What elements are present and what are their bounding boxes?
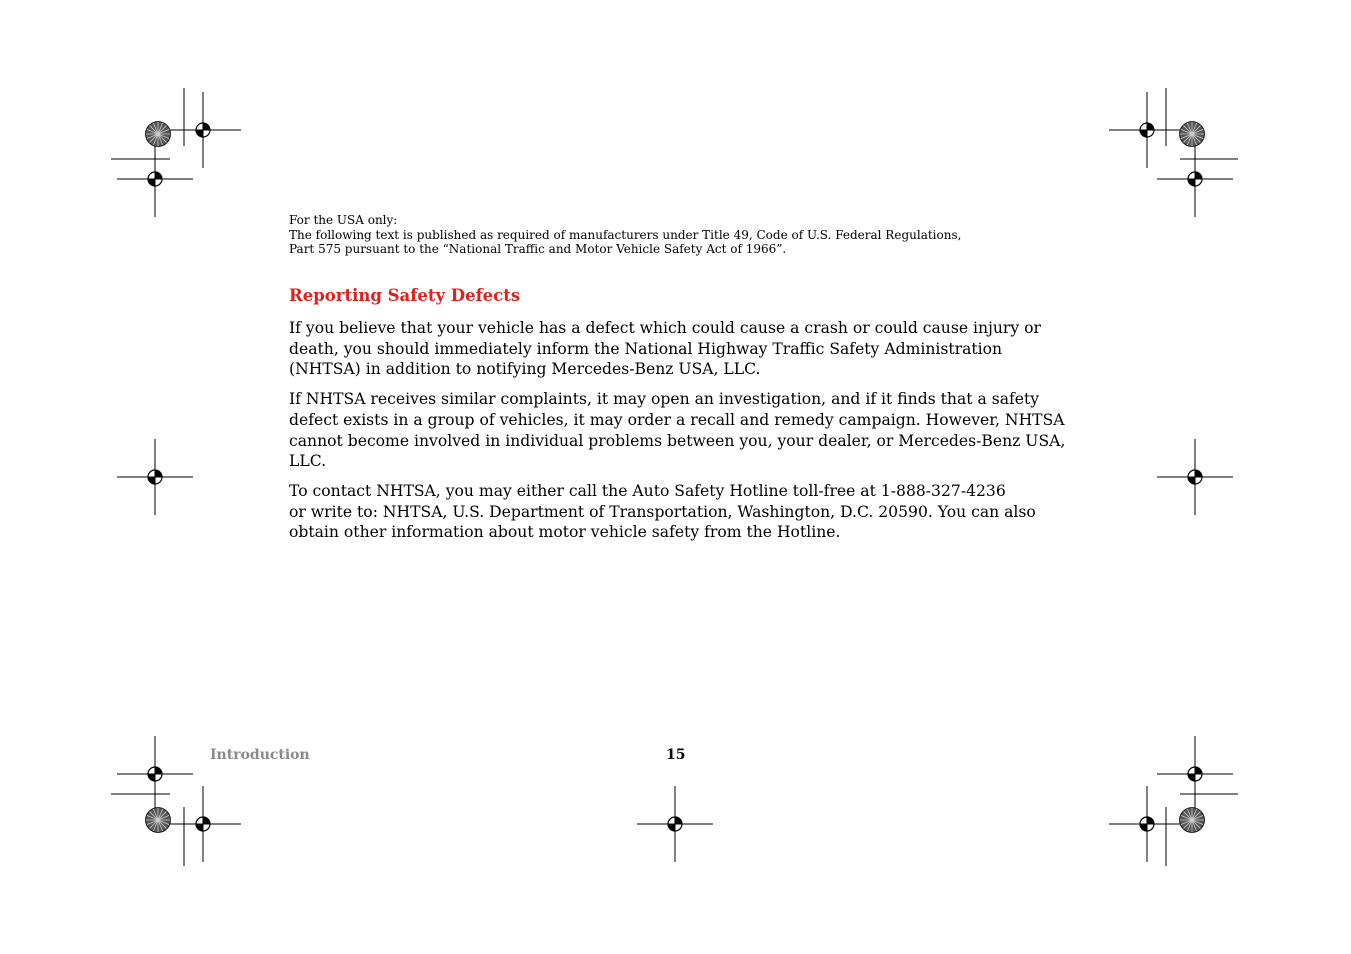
registration-mark-icon [637, 786, 713, 862]
registration-mark-icon [1157, 439, 1233, 515]
registration-mark-icon [1109, 786, 1185, 862]
paragraph-line: If NHTSA receives similar complaints, it may open an investigation, and if it finds that a safety [289, 390, 1040, 409]
section-heading: Reporting Safety Defects [289, 286, 521, 305]
notice-line: For the USA only: [289, 213, 398, 227]
section-body [289, 318, 1069, 552]
paragraph [289, 481, 1069, 543]
registration-mark-icon [117, 439, 193, 515]
page-number: 15 [666, 747, 686, 763]
usa-notice [289, 213, 989, 257]
notice-line: The following text is published as required of manufacturers under Title 49, Code of U.S. Federal Regulations, [289, 227, 962, 242]
star-target-icon [146, 122, 171, 147]
star-target-icon [1180, 808, 1205, 833]
paragraph [289, 389, 1069, 472]
registration-mark-icon [1157, 141, 1233, 217]
star-target-icon [1180, 122, 1205, 147]
registration-mark-icon [165, 92, 241, 168]
paragraph-line: death, you should immediately inform the National Highway Traffic Safety Administration [289, 339, 1003, 358]
paragraph-line: (NHTSA) in addition to notifying Mercedes-Benz USA, LLC. [289, 360, 761, 379]
paragraph-line: If you believe that your vehicle has a defect which could cause a crash or could cause injury or [289, 319, 1041, 337]
notice-line: Part 575 pursuant to the “National Traffic and Motor Vehicle Safety Act of 1966”. [289, 242, 787, 256]
registration-mark-icon [165, 786, 241, 862]
paragraph [289, 318, 1069, 380]
paragraph-line: To contact NHTSA, you may either call the Auto Safety Hotline toll-free at 1-888-327-4236 [289, 481, 1006, 500]
registration-mark-icon [117, 736, 193, 812]
paragraph-line: or write to: NHTSA, U.S. Department of Transportation, Washington, D.C. 20590. You can also [289, 502, 1036, 521]
footer-section-label: Introduction [210, 747, 310, 763]
registration-mark-icon [1157, 736, 1233, 812]
paragraph-line: obtain other information about motor vehicle safety from the Hotline. [289, 523, 841, 542]
paragraph-line: cannot become involved in individual problems between you, your dealer, or Mercedes-Benz USA, [289, 431, 1066, 450]
paragraph-line: defect exists in a group of vehicles, it may order a recall and remedy campaign. However, NHTSA [289, 410, 1065, 429]
registration-mark-icon [117, 141, 193, 217]
paragraph-line: LLC. [289, 452, 327, 471]
registration-mark-icon [1109, 92, 1185, 168]
star-target-icon [146, 808, 171, 833]
